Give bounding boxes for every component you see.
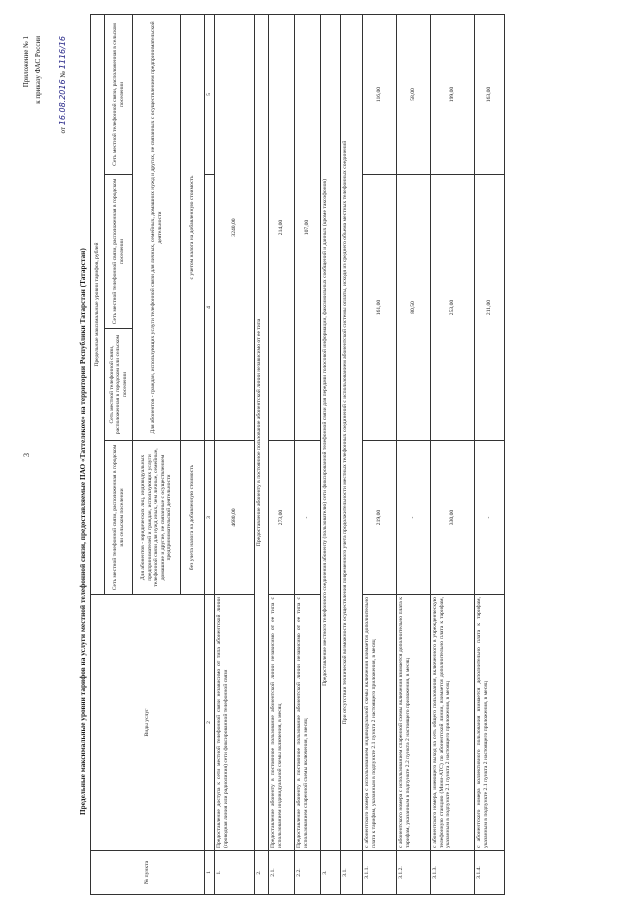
table-row <box>397 14 431 894</box>
tariff-citizens: 107,00 <box>295 14 321 440</box>
num-handwritten: 1116/16 <box>58 36 67 70</box>
service-text: с абонентского номера коллективного пользования взимается дополнительно плата к тарифам, указанным в подпункте 2.1 пункта 2 настоящего приложения, в месяц <box>475 595 505 851</box>
appendix-order: к приказу ФАС России <box>34 36 42 104</box>
table-row <box>321 14 341 894</box>
service-text: Предоставление абоненту в постоянное пользование абонентской линии независимо от ее типа с использованием индивидуальной схемы включения, в месяц <box>269 595 295 851</box>
table-row <box>475 14 505 894</box>
tariff-legal: 219,00 <box>363 441 397 595</box>
table-row <box>255 14 269 894</box>
tariff-legal: - <box>397 441 431 595</box>
tariff-rural: 163,00 <box>475 14 505 174</box>
table-row <box>431 14 475 894</box>
date-handwritten: 16.08.2016 <box>58 79 67 126</box>
header-number: № пункта <box>91 851 205 895</box>
col-index-4: 4 <box>205 175 215 441</box>
col-index-1: 1 <box>205 851 215 895</box>
header-legal-entities: Для абонентов - юридических лиц, индивидуальных предпринимателей и граждан, использующих услуги телефонной связи для нужд иных, чем личные, семейные, домашние и другие, не связанные с осуществлением предпринимательской деятельности <box>133 441 181 595</box>
section-heading: При отсутствии технической возможности осуществления повременного учета продолжительности местных телефонных соединений с использованием абонентской системы оплаты, исходя из среднего объема местных телефонных соединений <box>341 14 363 850</box>
table-row <box>269 14 295 894</box>
tariff-legal: 4680,00 <box>215 441 255 595</box>
num-prefix: № <box>59 70 67 78</box>
tariff-urban: 253,00 <box>431 175 475 441</box>
header-no-vat: без учета налога на добавленную стоимость <box>181 441 205 595</box>
header-citizens: Для абонентов - граждан, использующих услуги телефонной связи для личных, семейных, домашних нужд и других, не связанных с осуществлением предпринимательской деятельности <box>133 14 181 440</box>
service-text: с абонентского номера с использованием спаренной схемы включения взимается дополнительно плата к тарифам, указанным в подпункте 2.2 пункта 2 настоящего приложения, в месяц <box>397 595 431 851</box>
header-network-rural: Сеть местной телефонной связи, расположенная в сельском поселении <box>105 14 133 174</box>
service-text: Предоставление абоненту в постоянное пользование абонентской линии независимо от ее типа с использованием спаренной схемы включения, в месяц <box>295 595 321 851</box>
tariff-urban: 211,00 <box>475 175 505 441</box>
tariff-rural: 199,00 <box>431 14 475 174</box>
page-number: 3 <box>22 453 31 457</box>
tariff-legal: - <box>475 441 505 595</box>
tariff-legal: 273,00 <box>269 441 295 595</box>
header-network-urban: Сеть местной телефонной связи, расположенная в городском поселении <box>105 175 133 329</box>
row-number: 3.1.1. <box>363 851 397 895</box>
header-network-urban-rural-2: Сеть местной телефонной связи, расположенная в городском или сельском поселении <box>105 329 133 441</box>
header-network-urban-rural: Сеть местной телефонной связи, расположенная в городском или сельском поселении <box>105 441 133 595</box>
tariff-urban: 80,50 <box>397 175 431 441</box>
row-number: 2. <box>255 851 269 895</box>
row-number: 3.1.3. <box>431 851 475 895</box>
tariff-legal: - <box>295 441 321 595</box>
appendix-label: Приложение № 1 <box>22 36 30 88</box>
header-with-vat: с учетом налога на добавленную стоимость <box>181 14 205 440</box>
date-prefix: от <box>59 126 67 134</box>
tariff-rural: 58,00 <box>397 14 431 174</box>
service-text: с абонентского номера, имеющего выход на сеть общего пользования, включенного в учрежденческую телефонную станцию (Мини-АТС) по абонентской линии, взимается дополнительно плата к тарифам, указанным в подпункте 2.1 пункта 2 настоящего приложения, в месяц <box>431 595 475 851</box>
row-number: 2.2. <box>295 851 321 895</box>
col-index-2: 2 <box>205 595 215 851</box>
table-row <box>295 14 321 894</box>
header-service-types: Виды услуг <box>91 595 205 851</box>
tariff-rural: 116,00 <box>363 14 397 174</box>
row-number: 3.1.4. <box>475 851 505 895</box>
row-number: 3. <box>321 851 341 895</box>
document-title: Предельные максимальные уровни тарифов на услуги местной телефонной связи, предоставляемые ПАО «Таттелеком» на территории Республики Татарстан (Татарстан) <box>78 248 87 815</box>
row-number: 3.1. <box>341 851 363 895</box>
table-row <box>215 14 255 894</box>
table-row <box>363 14 397 894</box>
tariff-legal: 330,00 <box>431 441 475 595</box>
col-index-5: 5 <box>205 14 215 174</box>
col-index-3: 3 <box>205 441 215 595</box>
tariff-table <box>90 14 505 895</box>
service-text: Предоставление доступа к сети местной телефонной связи независимо от типа абонентской линии (проводная линия или радиолиния) сети фиксированной телефонной связи <box>215 595 255 851</box>
appendix-date-line <box>58 36 67 133</box>
section-heading: Предоставление абоненту в постоянное пользование абонентской линии независимо от ее типа <box>255 14 269 850</box>
tariff-citizens: 3240,00 <box>215 14 255 440</box>
service-text: с абонентского номера с использованием индивидуальной схемы включения взимается дополнительно плата к тарифам, указанным в подпункте 2.1 пункта 2 настоящего приложения, в месяц <box>363 595 397 851</box>
row-number: 1. <box>215 851 255 895</box>
tariff-citizens: 214,00 <box>269 14 295 440</box>
header-tariff-levels: Предельные максимальные уровни тарифов, рублей <box>91 14 105 594</box>
row-number: 2.1. <box>269 851 295 895</box>
table-row <box>341 14 363 894</box>
row-number: 3.1.2. <box>397 851 431 895</box>
tariff-urban: 161,00 <box>363 175 397 441</box>
section-heading: Предоставление местного телефонного соединения абоненту (пользователю) сети фиксированной телефонной связи для передачи голосовой информации, факсимильных сообщений и данных (кроме таксофонов) <box>321 14 341 850</box>
